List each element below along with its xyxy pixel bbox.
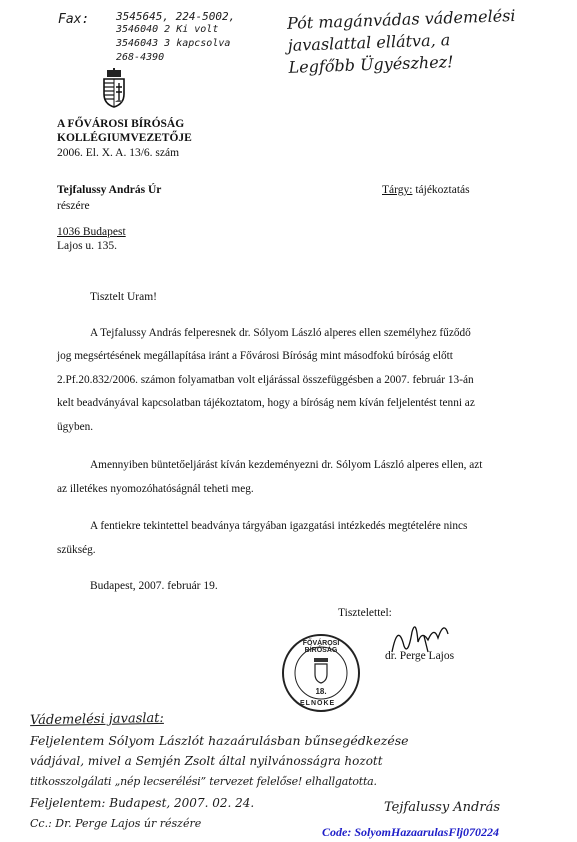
stamp-arc-label [286,640,356,654]
body-line: Amennyiben büntetőeljárást kíván kezdeményezni dr. Sólyom László alperes ellen, azt [90,459,483,471]
top-note-line: Pót magánvádas vádemelési [286,5,516,33]
subject-line [382,185,470,197]
fax-line: 3546040 2 Ki volt [116,24,219,35]
top-note-line: Legfőbb Ügyészhez! [288,52,454,77]
handwritten-title: Vádemelési javaslat: [29,710,164,729]
handwritten-line: titkosszolgálati „nép lecserélési” tervezet felelőse! elhallgatotta. [30,775,377,788]
top-note-line: javaslattal ellátva, a [287,30,451,55]
body-line: jog megsértésének megállapítása iránt a Fővárosi Bíróság mint másodfokú bíróság előtt [57,350,453,362]
handwritten-line: Cc.: Dr. Perge Lajos úr részére [30,817,202,830]
body-line: az illetékes nyomozóhatóságnál teheti meg. [57,483,254,495]
signer-name: dr. Perge Lajos [385,650,455,662]
closing: Tisztelettel: [338,607,392,619]
handwritten-line: vádjával, mivel a Semjén Zsolt által nyilvánosságra hozott [30,754,383,768]
code-label: Code: [322,825,352,839]
subject-value: tájékoztatás [415,184,470,196]
office-name: KOLLÉGIUMVEZETŐJE [57,132,192,144]
salutation: Tisztelt Uram! [90,291,157,303]
body-line: kelt beadványával kapcsolatban tájékoztatom, hogy a bíróság nem kíván feljelentést tenni az [57,397,475,409]
body-line: A Tejfalussy András felperesnek dr. Sólyom László alperes ellen személyhez fűződő [90,327,471,339]
addressee-street: Lajos u. 135. [57,240,118,252]
handwritten-line: Feljelentem: Budapest, 2007. 02. 24. [30,796,255,810]
fax-label: Fax: [58,12,90,27]
body-line: szükség. [57,544,96,556]
institution-name: A FŐVÁROSI BÍRÓSÁG [57,118,185,130]
addressee-name: Tejfalussy András Úr [57,184,162,196]
code-value: SolyomHazaarulasFlj070224 [354,825,500,839]
addressee-postal: 1036 Budapest [57,226,126,238]
code-footer [322,825,499,840]
top-note [287,3,570,93]
body-line: ügyben. [57,421,94,433]
subject-label: Tárgy: [382,184,413,196]
reference-number: 2006. El. X. A. 13/6. szám [57,147,180,159]
fax-line: 268-4390 [116,52,165,63]
handwritten-signature: Tejfalussy András [384,800,501,815]
coat-of-arms-icon [101,68,127,108]
body-line: A fentiekre tekintettel beadványa tárgyában igazgatási intézkedés megtételére nincs [90,520,468,532]
stamp-number: 18. [315,687,327,696]
date-line: Budapest, 2007. február 19. [90,580,218,592]
fax-line: 3546043 3 kapcsolva [116,38,231,49]
body-line: 2.Pf.20.832/2006. számon folyamatban volt eljárással összefüggésben a 2007. február 13-án [57,374,474,386]
fax-note [58,10,298,72]
addressee-for: részére [57,200,90,212]
fax-line: 3545645, 224-5002, [116,10,236,23]
stamp-arc-text: FŐVÁROSI BÍRÓSÁG [302,640,340,654]
stamp-bottom-label: ELNÖKE [300,700,336,707]
handwritten-line: Feljelentem Sólyom Lászlót hazaárulásban bűnsegédkezése [30,733,409,748]
